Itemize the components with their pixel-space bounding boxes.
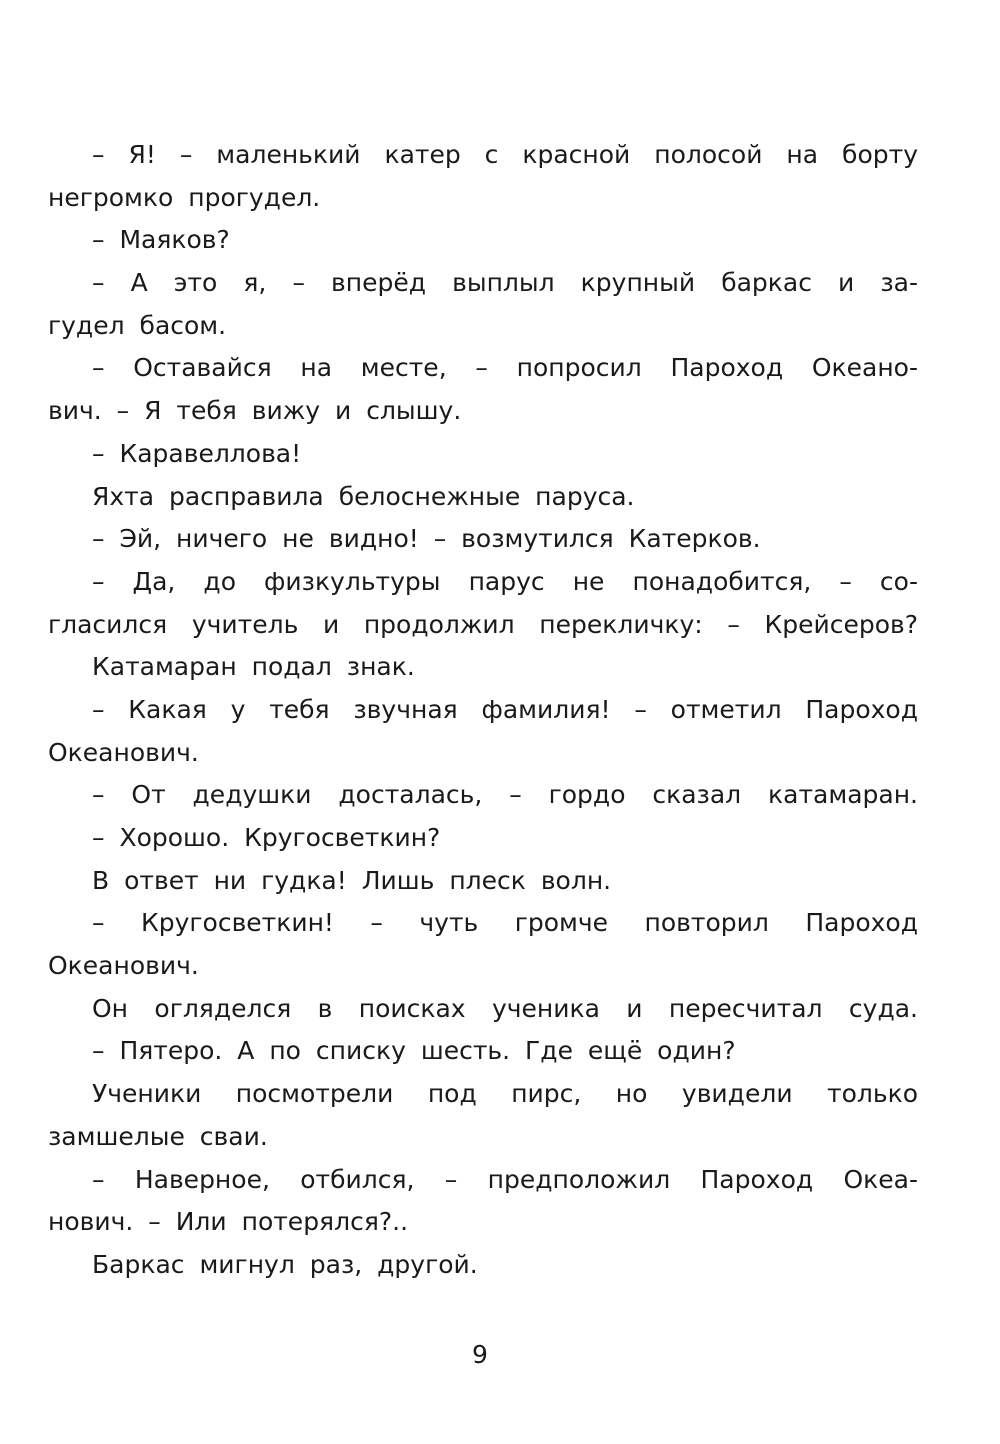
text-line: Яхта расправила белоснежные паруса. — [92, 481, 635, 511]
text-line: негромко прогудел. — [48, 182, 321, 212]
text-line: Океанович. — [48, 951, 199, 981]
text-line: Он огляделся в поисках ученика и пересчитал суда. — [92, 993, 918, 1023]
text-line: нович. – Или потерялся?.. — [48, 1207, 409, 1237]
text-line: гласился учитель и продолжил перекличку: – Крейсеров? — [48, 609, 918, 639]
text-line: замшелые сваи. — [48, 1121, 268, 1151]
text-line: Катамаран подал знак. — [92, 652, 415, 682]
text-line: гудел басом. — [48, 310, 227, 340]
text-line: – Наверное, отбился, – предположил Пароход Океа- — [92, 1164, 918, 1194]
text-line: – А это я, – вперёд выплыл крупный баркас и за- — [92, 268, 918, 298]
text-line: – Оставайся на месте, – попросил Пароход Океано- — [92, 353, 918, 383]
text-line: – Маяков? — [92, 225, 230, 255]
text-line: – Кругосветкин! – чуть громче повторил Пароход — [92, 908, 918, 938]
text-line: – Пятеро. А по списку шесть. Где ещё один? — [92, 1036, 736, 1066]
page-body-text — [48, 134, 918, 1287]
text-line: – Эй, ничего не видно! – возмутился Катерков. — [92, 524, 761, 554]
text-line: – Хорошо. Кругосветкин? — [92, 823, 441, 852]
text-line: Океанович. — [48, 737, 199, 767]
text-line: вич. – Я тебя вижу и слышу. — [48, 396, 462, 426]
text-line: – От дедушки досталась, – гордо сказал катамаран. — [92, 780, 918, 810]
text-line: – Я! – маленький катер с красной полосой на борту — [92, 140, 918, 169]
text-line: В ответ ни гудка! Лишь плеск волн. — [92, 865, 612, 895]
text-line: Ученики посмотрели под пирс, но увидели только — [92, 1079, 918, 1109]
text-line: – Какая у тебя звучная фамилия! – отметил Пароход — [92, 694, 918, 724]
text-line: Баркас мигнул раз, другой. — [92, 1249, 478, 1279]
text-line: – Каравеллова! — [92, 438, 302, 468]
text-line: – Да, до физкультуры парус не понадобится, – со- — [92, 566, 918, 596]
page-number: 9 — [472, 1340, 488, 1369]
